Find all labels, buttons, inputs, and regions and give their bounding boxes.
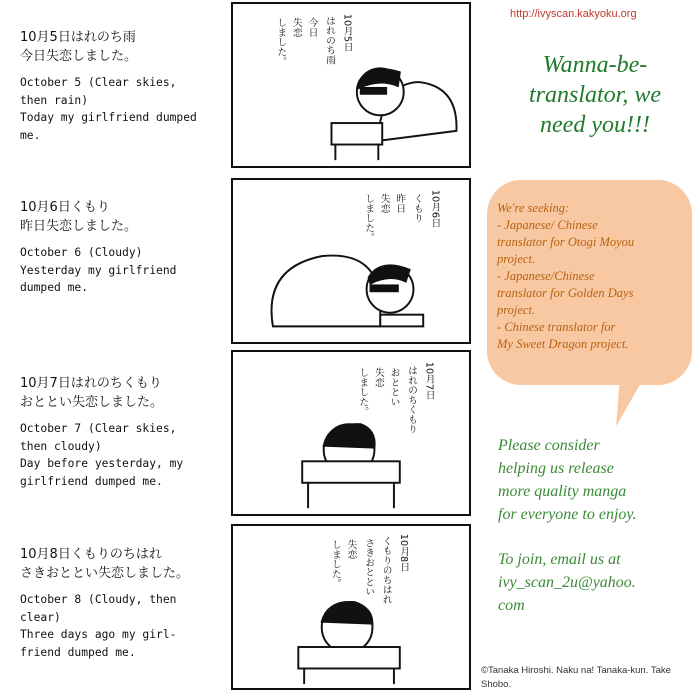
entry-translation: October 7 (Clear skies, then cloudy) Day before yesterday, my girlfriend dumped me.	[20, 422, 184, 488]
headline-line: translator, we	[528, 82, 662, 108]
panel-text-col: 失恋	[372, 367, 384, 388]
consider-line: helping us release	[498, 460, 614, 477]
panel-illustration	[233, 352, 469, 514]
panel-text-col: 10月6日	[429, 189, 441, 228]
panel-text-col: 失恋	[290, 17, 302, 38]
copyright-notice: ©Tanaka Hiroshi. Naku na! Tanaka-kun. Take Shobo.	[481, 665, 671, 690]
headline-line: need you!!!	[540, 112, 650, 138]
consider-message	[498, 434, 698, 526]
entry-oct8	[20, 545, 225, 661]
join-line: To join, email us at	[498, 551, 621, 568]
seeking-item: - Chinese translator for My Sweet Dragon project.	[497, 320, 629, 351]
entry-jp-line2: 昨日失恋しました。	[20, 219, 138, 234]
entry-oct7	[20, 374, 225, 490]
headline-line: Wanna-be-	[542, 52, 648, 78]
entry-jp-line1: 10月8日くもりのちはれ	[20, 547, 162, 562]
join-email[interactable]: ivy_scan_2u@yahoo.	[498, 574, 636, 591]
entry-translation: October 5 (Clear skies, then rain) Today my girlfriend dumped me.	[20, 76, 197, 142]
panel-text-col: はれのちくもり	[406, 365, 418, 434]
entry-jp-line1: 10月7日はれのちくもり	[20, 376, 162, 391]
consider-line: Please consider	[498, 437, 600, 454]
manga-panel-3	[231, 350, 471, 516]
entry-oct6	[20, 198, 225, 297]
entry-jp-line2: さきおととい失恋しました。	[20, 566, 190, 581]
panel-text-col: 失恋	[345, 539, 357, 560]
entry-translation: October 8 (Cloudy, then clear) Three days ago my girl- friend dumped me.	[20, 593, 177, 659]
speech-bubble-tail	[604, 378, 644, 426]
panel-text-col: おととい	[388, 367, 400, 407]
entry-jp-line1: 10月6日くもり	[20, 200, 110, 215]
panel-text-col: 10月8日	[398, 533, 410, 572]
entry-jp-line2: おととい失恋しました。	[20, 395, 164, 410]
panel-text-col: 昨日	[394, 193, 406, 214]
manga-panel-4	[231, 524, 471, 690]
entry-translation: October 6 (Cloudy) Yesterday my girlfriend dumped me.	[20, 246, 177, 294]
panel-text-col: くもり	[411, 193, 423, 223]
entry-jp-line2: 今日失恋しました。	[20, 49, 138, 64]
panel-text-col: しました。	[363, 193, 375, 243]
seeking-item: - Japanese/ Chinese translator for Otogi Moyou project.	[497, 218, 635, 266]
panel-text-col: 10月7日	[423, 361, 435, 400]
panel-text-col: しました。	[357, 367, 369, 417]
panel-text-col: しました。	[329, 539, 341, 589]
panel-text-col: 今日	[306, 17, 318, 38]
panel-text-col: さきおととい	[363, 537, 375, 597]
panel-text-col: 10月5日	[341, 13, 353, 52]
entry-oct5	[20, 28, 225, 144]
panel-illustration	[233, 4, 469, 166]
join-message	[498, 548, 698, 617]
entry-jp-line1: 10月5日はれのち雨	[20, 30, 136, 45]
seeking-item: - Japanese/Chinese translator for Golden Days project.	[497, 269, 634, 317]
join-email[interactable]: com	[498, 597, 525, 614]
manga-panel-1	[231, 2, 471, 168]
seeking-bubble	[487, 180, 692, 385]
panel-illustration	[233, 526, 469, 688]
panel-text-col: はれのち雨	[324, 15, 336, 65]
seeking-title: We're seeking:	[497, 201, 570, 215]
site-url[interactable]: http://ivyscan.kakyoku.org	[510, 8, 637, 20]
consider-line: for everyone to enjoy.	[498, 506, 637, 523]
panel-text-col: 失恋	[378, 193, 390, 214]
panel-illustration	[233, 180, 469, 342]
panel-text-col: くもりのちはれ	[380, 535, 392, 605]
panel-text-col: しました。	[275, 17, 287, 67]
manga-panel-2	[231, 178, 471, 344]
recruit-headline	[495, 50, 695, 140]
consider-line: more quality manga	[498, 483, 627, 500]
